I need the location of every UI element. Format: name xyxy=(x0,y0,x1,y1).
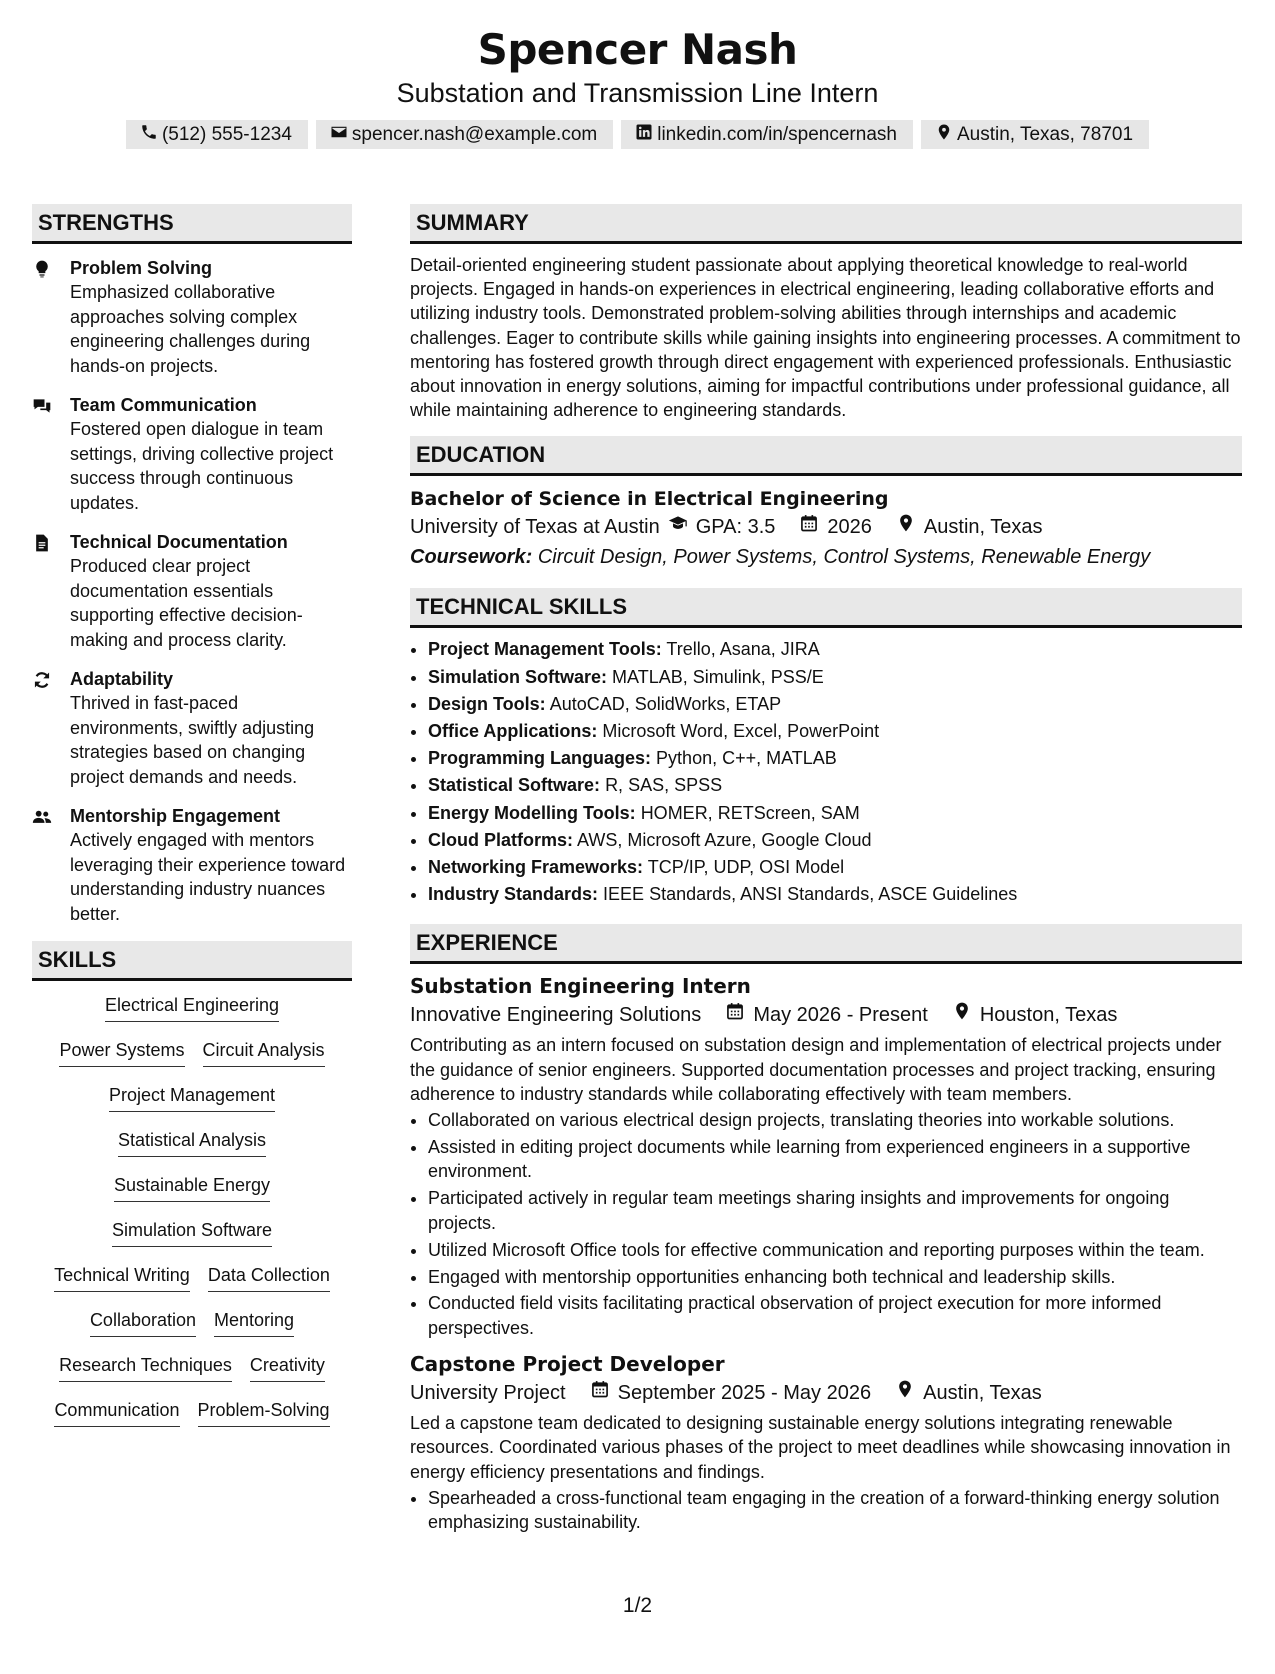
contact-bar xyxy=(0,120,1275,149)
strength-desc: Emphasized collaborative approaches solving complex engineering challenges during hands-on projects. xyxy=(70,282,311,376)
skill-tag: Circuit Analysis xyxy=(203,1038,325,1067)
summary-heading: SUMMARY xyxy=(410,204,1242,244)
strengths-list xyxy=(32,256,352,926)
map-marker-icon xyxy=(895,1378,915,1408)
users-icon xyxy=(32,814,52,831)
graduation-year: 2026 xyxy=(827,516,872,539)
strength-desc: Thrived in fast-paced environments, swiftly adjusting strategies based on changing project demands and needs. xyxy=(70,693,315,787)
map-marker-icon xyxy=(952,1000,972,1030)
skill-tag: Collaboration xyxy=(90,1308,196,1337)
school-name: University of Texas at Austin xyxy=(410,516,660,539)
strength-title: Problem Solving xyxy=(70,258,213,278)
strength-desc: Produced clear project documentation essentials supporting effective decision-making and process clarity. xyxy=(70,556,303,650)
skill-values: IEEE Standards, ANSI Standards, ASCE Guidelines xyxy=(603,884,1018,905)
skill-tag: Research Techniques xyxy=(59,1353,232,1382)
document-icon xyxy=(32,540,52,557)
phone-icon xyxy=(140,123,158,147)
comments-icon xyxy=(32,403,52,420)
job-location: Austin, Texas xyxy=(923,1382,1042,1405)
calendar-icon xyxy=(590,1378,610,1408)
list-item xyxy=(428,718,1242,745)
education-location: Austin, Texas xyxy=(923,516,1043,539)
coursework-list: Circuit Design, Power Systems, Control Systems, Renewable Energy xyxy=(537,546,1151,569)
skill-values: TCP/IP, UDP, OSI Model xyxy=(647,857,845,878)
contact-email[interactable] xyxy=(316,120,613,149)
skill-tag: Communication xyxy=(54,1398,179,1427)
contact-location xyxy=(921,120,1149,149)
skill-values: Trello, Asana, JIRA xyxy=(666,639,820,660)
list-item xyxy=(428,772,1242,799)
list-item xyxy=(428,800,1242,827)
strength-desc: Fostered open dialogue in team settings, driving collective project success through continuous updates. xyxy=(70,419,334,513)
skill-values: Python, C++, MATLAB xyxy=(656,748,837,769)
candidate-name: Spencer Nash xyxy=(477,25,798,74)
email-text: spencer.nash@example.com xyxy=(351,123,598,145)
sync-icon xyxy=(32,677,52,694)
skill-tag: Data Collection xyxy=(208,1263,330,1292)
list-item xyxy=(428,745,1242,772)
map-marker-icon xyxy=(896,512,916,542)
right-column xyxy=(410,204,1242,1545)
list-item: • Utilized Microsoft Office tools for effective communication and reporting purposes within the team. xyxy=(428,1238,1242,1262)
skill-tag: Mentoring xyxy=(214,1308,294,1337)
strength-desc: Actively engaged with mentors leveraging their experience toward understanding industry nuances better. xyxy=(70,830,346,924)
skill-tag: Power Systems xyxy=(59,1038,184,1067)
summary-text: Detail-oriented engineering student passionate about applying theoretical knowledge to real-world projects. Engaged in hands-on experiences in electrical engineering, leading collaborative efforts and utilizing industry tools. Demonstrated problem-solving abilities through internships and academic challenges. Eager to contribute skills while gaining insights into engineering processes. A commitment to mentoring has fostered growth through direct engagement with experienced professionals. Enthusiastic about innovation in energy solutions, aiming for impactful contributions under professional guidance, all while maintaining adherence to engineering standards. xyxy=(410,255,1241,421)
list-item: • Engaged with mentorship opportunities enhancing both technical and leadership skills. xyxy=(428,1265,1242,1289)
linkedin-icon xyxy=(635,123,653,147)
list-item xyxy=(428,881,1242,908)
skill-tag: Sustainable Energy xyxy=(114,1173,270,1202)
list-item: • Assisted in editing project documents while learning from experienced engineers in a supportive environment. xyxy=(428,1135,1242,1184)
linkedin-text: linkedin.com/in/spencernash xyxy=(657,123,897,145)
skills-heading: SKILLS xyxy=(32,941,352,981)
job-entry xyxy=(410,1350,1242,1534)
job-summary: Contributing as an intern focused on substation design and implementation of electrical projects under the guidance of senior engineers. Supported documentation processes and project tracking, ensuring adherence to industry standards while collaborating effectively with team members. xyxy=(410,1035,1222,1104)
list-item: • Conducted field visits facilitating practical observation of project execution for more informed perspectives. xyxy=(428,1291,1242,1340)
skill-tag: Statistical Analysis xyxy=(118,1128,266,1157)
company-name: Innovative Engineering Solutions xyxy=(410,1004,702,1027)
list-item: • Collaborated on various electrical design projects, translating theories into workable solutions. xyxy=(428,1108,1242,1132)
education-heading: EDUCATION xyxy=(410,436,1242,476)
strength-item xyxy=(32,530,352,652)
skill-values: AWS, Microsoft Azure, Google Cloud xyxy=(577,829,872,850)
skill-tag: Technical Writing xyxy=(54,1263,190,1292)
strength-title: Team Communication xyxy=(70,395,257,415)
strength-item xyxy=(32,393,352,515)
calendar-icon xyxy=(799,512,819,542)
job-meta xyxy=(410,1378,1242,1408)
strengths-heading: STRENGTHS xyxy=(32,204,352,244)
strength-item xyxy=(32,804,352,926)
lightbulb-icon xyxy=(32,266,52,283)
job-dates: September 2025 - May 2026 xyxy=(617,1382,872,1405)
skill-category: Design Tools: xyxy=(428,693,546,714)
skill-category: Industry Standards: xyxy=(428,884,599,905)
location-text: Austin, Texas, 78701 xyxy=(956,123,1134,145)
skill-values: Microsoft Word, Excel, PowerPoint xyxy=(602,721,880,742)
envelope-icon xyxy=(330,123,348,147)
coursework-label: Coursework: xyxy=(410,546,533,569)
contact-linkedin[interactable] xyxy=(621,120,913,149)
job-title: Capstone Project Developer xyxy=(410,1352,725,1377)
gpa: GPA: 3.5 xyxy=(695,516,776,539)
skill-values: R, SAS, SPSS xyxy=(605,775,723,796)
map-marker-icon xyxy=(935,123,953,147)
strength-title: Mentorship Engagement xyxy=(70,806,281,826)
skill-values: MATLAB, Simulink, PSS/E xyxy=(612,666,824,687)
job-bullets xyxy=(410,1486,1242,1535)
list-item xyxy=(428,827,1242,854)
job-dates: May 2026 - Present xyxy=(753,1004,928,1027)
list-item xyxy=(428,691,1242,718)
job-entry xyxy=(410,972,1242,1340)
skill-tag: Creativity xyxy=(250,1353,325,1382)
contact-phone[interactable] xyxy=(126,120,308,149)
skill-category: Project Management Tools: xyxy=(428,639,662,660)
resume-header xyxy=(0,24,1275,149)
skill-category: Programming Languages: xyxy=(428,748,652,769)
technical-skills-heading: TECHNICAL SKILLS xyxy=(410,588,1242,628)
job-location: Houston, Texas xyxy=(979,1004,1118,1027)
skill-category: Office Applications: xyxy=(428,721,598,742)
coursework xyxy=(410,542,1242,572)
page-number: 1/2 xyxy=(622,1594,653,1617)
strength-item xyxy=(32,256,352,378)
phone-text: (512) 555-1234 xyxy=(161,123,292,145)
strength-item xyxy=(32,667,352,789)
skill-values: AutoCAD, SolidWorks, ETAP xyxy=(549,693,782,714)
education-meta xyxy=(410,512,1242,542)
job-title: Substation Engineering Intern xyxy=(410,974,751,999)
list-item: • Participated actively in regular team meetings sharing insights and improvements for ongoing projects. xyxy=(428,1186,1242,1235)
skill-values: HOMER, RETScreen, SAM xyxy=(640,802,860,823)
skill-category: Networking Frameworks: xyxy=(428,857,644,878)
skill-tag: Electrical Engineering xyxy=(105,993,279,1022)
skill-tag: Problem-Solving xyxy=(198,1398,330,1427)
list-item xyxy=(428,636,1242,663)
technical-skills-list xyxy=(410,636,1242,908)
job-meta xyxy=(410,1000,1242,1030)
experience-heading: EXPERIENCE xyxy=(410,924,1242,964)
skills-list xyxy=(32,993,352,1443)
skill-category: Cloud Platforms: xyxy=(428,829,574,850)
degree: Bachelor of Science in Electrical Engineering xyxy=(410,488,889,511)
company-name: University Project xyxy=(410,1382,566,1405)
job-summary: Led a capstone team dedicated to designing sustainable energy solutions integrating renewable resources. Coordinated various phases of the project to meet deadlines while showcasing innovation in energy efficiency presentations and findings. xyxy=(410,1413,1231,1482)
left-column xyxy=(32,204,352,1443)
list-item: • Spearheaded a cross-functional team engaging in the creation of a forward-thinking energy solution emphasizing sustainability. xyxy=(428,1486,1242,1535)
strength-title: Technical Documentation xyxy=(70,532,288,552)
strength-title: Adaptability xyxy=(70,669,174,689)
list-item xyxy=(428,854,1242,881)
skill-category: Simulation Software: xyxy=(428,666,608,687)
skill-category: Energy Modelling Tools: xyxy=(428,802,636,823)
list-item xyxy=(428,664,1242,691)
skill-tag: Project Management xyxy=(109,1083,275,1112)
skill-tag: Simulation Software xyxy=(112,1218,272,1247)
job-bullets xyxy=(410,1108,1242,1340)
graduation-cap-icon xyxy=(668,512,688,542)
calendar-icon xyxy=(725,1000,745,1030)
skill-category: Statistical Software: xyxy=(428,775,601,796)
job-title-headline: Substation and Transmission Line Intern xyxy=(396,78,879,108)
